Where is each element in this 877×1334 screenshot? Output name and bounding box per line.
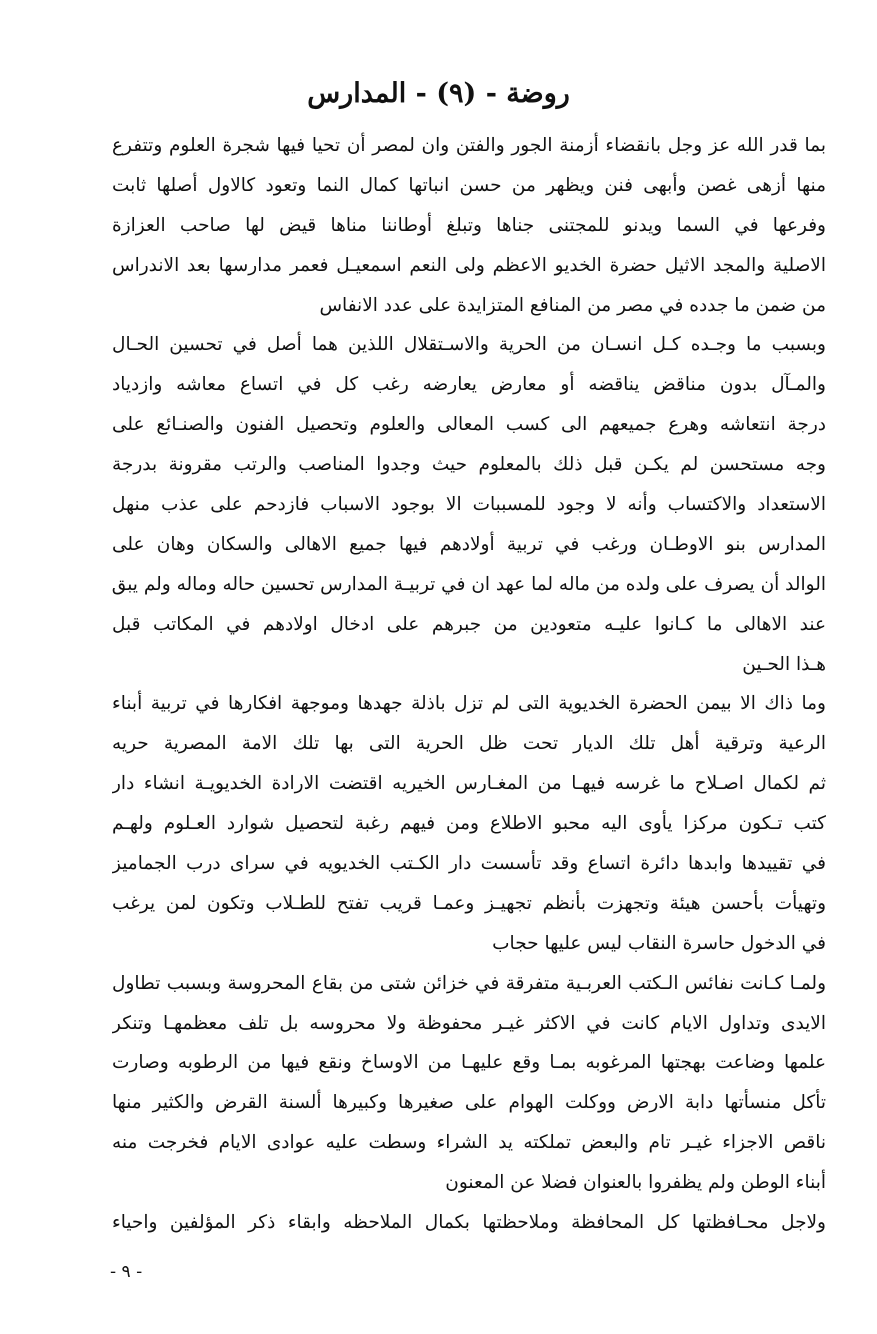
text-line: الوالد أن يصرف على ولده من ماله لما عهد ان في تربيـة المدارس تحسين حاله وماله ولم يبق: [112, 573, 826, 595]
text-line: علمها وضاعت بهجتها المرغوبه بمـا وقع عليهـا من الاوساخ ونقع فيها من الرطوبه وصارت: [112, 1052, 826, 1074]
text-line: وما ذاك الا بيمن الحضرة الخديوية التى لم تزل باذلة جهدها وموجهة افكارها في تربية أبناء: [112, 693, 826, 715]
text-line: كتب تـكون مركزا يأوى اليه محبو الاطلاع ومن فيهم رغبة لتحصيل شوارد العـلوم ولهـم: [112, 813, 826, 835]
text-line: ثم لكمال اصـلاح ما غرسه فيهـا من المغـارس الخيريه اقتضت الارادة الخديويـة انشاء دار: [112, 773, 826, 795]
text-line: الرعية وترقية أهل تلك الديار تحت ظل الحرية التى بها تلك الامة المصرية حريه: [112, 733, 826, 755]
page-number: - ٩ -: [110, 1262, 143, 1282]
text-line: الاصلية والمجد الاثيل حضرة الخديو الاعظم ولى النعم اسمعيـل فعمر مدارسها بعد الاندراس: [112, 254, 826, 276]
text-line: والمـآل بدون مناقض يناقضه أو معارض يعارضه رغب كل في اتساع معاشه وازدياد: [112, 374, 826, 396]
text-line: عند الاهالى ما كـانوا عليـه متعودين من جبرهم على ادخال اولادهم في المكاتب قبل: [112, 613, 826, 635]
text-line: المدارس بنو الاوطـان ورغب في تربية أولادهم فيها جميع الاهالى والسكان وهان على: [112, 533, 826, 555]
text-line: ناقص الاجزاء غيـر تام والبعض تملكته يد الشراء وسطت عليه عوادى الايام فخرجت منه: [112, 1132, 826, 1154]
text-line: وجه مستحسن لم يكـن قبل ذلك بالمعلوم حيث وجدوا المناصب والرتب مقرونة بدرجة: [112, 454, 826, 476]
text-line: وفرعها في السما ويدنو للمجتنى جناها وتبلغ أوطاننا مناها قيض لها صاحب العزازة: [112, 214, 826, 236]
text-line: في الدخول حاسرة النقاب ليس عليها حجاب: [492, 932, 826, 954]
body-text: [112, 126, 826, 1243]
text-line: هـذا الحـين: [742, 653, 826, 675]
text-line: وتهيأت بأحسن هيئة وتجهزت بأنظم تجهيـز وعمـا قريب تفتح للطـلاب وتكون لمن يرغب: [112, 892, 826, 914]
page-header-title: روضة - (٩) - المدارس: [307, 78, 570, 109]
text-line: وبسبب ما وجـده كـل انسـان من الحرية والاسـتقلال اللذين هما أصل في تحسين الحـال: [112, 334, 826, 356]
text-line: من ضمن ما جدده في مصر من المنافع المتزايدة على عدد الانفاس: [319, 294, 826, 316]
text-line: منها أزهى غصن وأبهى فنن ويظهر من حسن انباتها كمال النما وتعود كالاول أصلها ثابت: [112, 174, 826, 196]
text-line: ولاجل محـافظتها كل المحافظة وملاحظتها بكمال الملاحظه وابقاء ذكر المؤلفين واحياء: [112, 1212, 826, 1234]
text-line: أبناء الوطن ولم يظفروا بالعنوان فضلا عن المعنون: [445, 1172, 826, 1194]
text-line: في تقييدها وابدها دائرة اتساع وقد تأسست دار الكـتب الخديويه في سراى درب الجماميز: [112, 853, 826, 875]
text-line: بما قدر الله عز وجل بانقضاء أزمنة الجور والفتن وان لمصر أن تحيا فيها شجرة العلوم وتتفرع: [112, 135, 826, 156]
text-line: الايدى وتداول الايام كانت في الاكثر غيـر محفوظة ولا محروسه بل تلف معظمهـا وتنكر: [112, 1012, 826, 1034]
text-line: درجة انتعاشه وهرع جميعهم الى كسب المعالى والعلوم وتحصيل الفنون والصنـائع على: [112, 414, 826, 436]
text-line: تأكل منسأتها دابة الارض ووكلت الهوام على صغيرها وكبيرها ألسنة القرض والكثير منها: [112, 1092, 826, 1114]
text-line: الاستعداد والاكتساب وأنه لا وجود للمسببات الا بوجود الاسباب فازدحم على عذب منهل: [112, 494, 826, 516]
text-line: ولمـا كـانت نفائس الـكتب العربـية متفرقة في خزائن شتى من بقاع المحروسة وبسبب تطاول: [112, 972, 826, 994]
